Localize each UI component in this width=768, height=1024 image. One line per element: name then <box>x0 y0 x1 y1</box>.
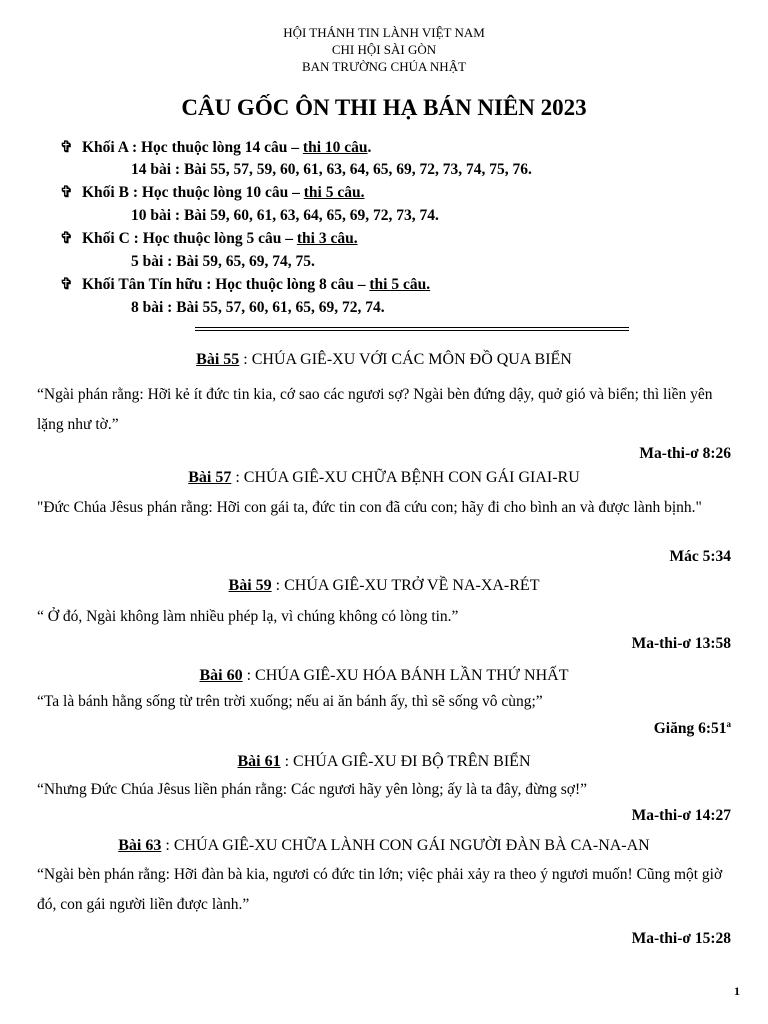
level-b-test: thi 5 câu. <box>303 184 365 201</box>
reference-text: Ma-thi-ơ 13:58 <box>631 635 731 653</box>
verse-reference <box>632 924 731 949</box>
level-b-text: Khối B : Học thuộc lòng 10 câu – <box>82 184 304 201</box>
lesson-number: Bài 61 <box>237 753 281 770</box>
lesson-heading <box>0 350 768 370</box>
lesson-heading <box>0 752 768 772</box>
reference-text: Ma-thi-ơ 15:28 <box>631 930 731 948</box>
level-a-test: thi 10 câu <box>302 139 368 156</box>
lesson-verse: “Ngài bèn phán rằng: Hỡi đàn bà kia, ngươi có đức tin lớn; việc phải xảy ra theo ý ngươi muốn! Cũng một giờ đó, con gái người liền được lành.” <box>37 866 723 913</box>
page-number: 1 <box>734 984 740 998</box>
cross-icon: ✞ <box>60 230 73 247</box>
lesson-number: Bài 57 <box>188 469 232 486</box>
level-b-lessons: 10 bài : Bài 59, 60, 61, 63, 64, 65, 69, 72, 73, 74. <box>131 207 439 224</box>
cross-icon: ✞ <box>60 184 73 201</box>
level-a-lessons: 14 bài : Bài 55, 57, 59, 60, 61, 63, 64, 65, 69, 72, 73, 74, 75, 76. <box>131 161 532 178</box>
reference-text: Giăng 6:51 <box>653 720 727 738</box>
lesson-title: : CHÚA GIÊ-XU VỚI CÁC MÔN ĐỒ QUA BIỂN <box>239 351 572 368</box>
level-b-line <box>60 183 740 203</box>
lesson-heading <box>0 666 768 686</box>
lesson-title: : CHÚA GIÊ-XU HÓA BÁNH LẦN THỨ NHẤT <box>242 667 569 684</box>
lesson-heading <box>0 576 768 596</box>
level-new-believer-lessons: 8 bài : Bài 55, 57, 60, 61, 65, 69, 72, 74. <box>131 299 385 316</box>
lesson-number: Bài 63 <box>118 837 162 854</box>
cross-icon: ✞ <box>60 276 73 293</box>
reference-suffix: a <box>726 719 731 729</box>
verse-reference <box>632 801 731 826</box>
lesson-verse: “ Ở đó, Ngài không làm nhiều phép lạ, vì chúng không có lòng tin.” <box>37 608 459 625</box>
lesson-number: Bài 55 <box>196 351 240 368</box>
lesson-title: : CHÚA GIÊ-XU CHỮA LÀNH CON GÁI NGƯỜI ĐÀN BÀ CA-NA-AN <box>161 837 650 854</box>
level-new-believer-line <box>60 275 740 295</box>
lesson-heading <box>0 836 768 856</box>
verse-reference <box>669 542 731 567</box>
lesson-verse: “Nhưng Đức Chúa Jêsus liền phán rằng: Các ngươi hãy yên lòng; ấy là ta đây, đừng sợ!” <box>37 781 588 798</box>
org-name: HỘI THÁNH TIN LÀNH VIỆT NAM <box>283 25 485 40</box>
verse-reference <box>639 439 731 464</box>
cross-icon: ✞ <box>60 139 73 156</box>
level-c-test: thi 3 câu. <box>296 230 358 247</box>
reference-text: Ma-thi-ơ 8:26 <box>639 445 731 463</box>
level-c-line <box>60 229 740 249</box>
reference-text: Ma-thi-ơ 14:27 <box>631 807 731 825</box>
lesson-verse: “Ngài phán rằng: Hỡi kẻ ít đức tin kia, cớ sao các ngươi sợ? Ngài bèn đứng dậy, quở gió và biển; thì liền yên lặng như tờ.” <box>37 386 713 433</box>
verse-reference <box>654 714 731 739</box>
reference-text: Mác 5:34 <box>669 548 731 566</box>
lesson-number: Bài 59 <box>228 577 272 594</box>
org-department: BAN TRƯỜNG CHÚA NHẬT <box>301 59 467 74</box>
lesson-verse: “Ta là bánh hằng sống từ trên trời xuống; nếu ai ăn bánh ấy, thì sẽ sống vô cùng;” <box>37 693 543 710</box>
lesson-verse: "Đức Chúa Jêsus phán rằng: Hỡi con gái ta, đức tin con đã cứu con; hãy đi cho bình an và được lành bịnh." <box>37 499 702 516</box>
level-new-believer-text: Khối Tân Tín hữu : Học thuộc lòng 8 câu – <box>82 276 370 293</box>
level-a-end: . <box>367 139 372 156</box>
level-new-believer-test: thi 5 câu. <box>369 276 431 293</box>
level-c-text: Khối C : Học thuộc lòng 5 câu – <box>82 230 297 247</box>
level-a-text: Khối A : Học thuộc lòng 14 câu – <box>82 139 303 156</box>
lesson-heading <box>0 468 768 488</box>
lesson-title: : CHÚA GIÊ-XU ĐI BỘ TRÊN BIỂN <box>280 753 531 770</box>
lesson-title: : CHÚA GIÊ-XU CHỮA BỆNH CON GÁI GIAI-RU <box>231 469 580 486</box>
org-branch: CHI HỘI SÀI GÒN <box>331 42 437 57</box>
lesson-number: Bài 60 <box>199 667 243 684</box>
level-c-lessons: 5 bài : Bài 59, 65, 69, 74, 75. <box>131 253 315 270</box>
page-title: CÂU GỐC ÔN THI HẠ BÁN NIÊN 2023 <box>181 95 587 120</box>
verse-reference <box>632 629 731 654</box>
lesson-title: : CHÚA GIÊ-XU TRỞ VỀ NA-XA-RÉT <box>271 577 540 594</box>
level-a-line <box>60 138 740 158</box>
section-divider <box>195 327 629 331</box>
